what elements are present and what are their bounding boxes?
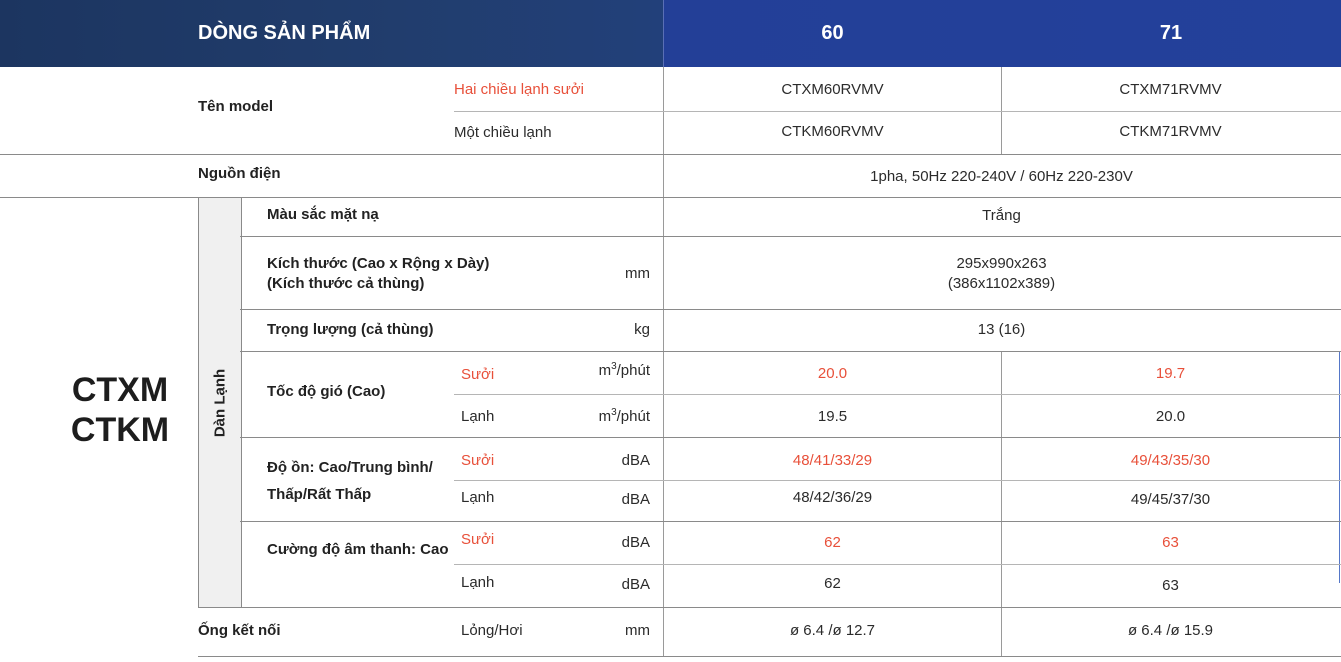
noise-heat-71: 49/43/35/30 <box>1130 452 1211 469</box>
panel-color-value: Trắng <box>982 207 1021 224</box>
series-line-2: CTKM <box>70 411 170 449</box>
product-line-title: DÒNG SẢN PHẨM <box>198 22 371 44</box>
airflow-cool-label: Lạnh <box>461 408 495 425</box>
column-header-60: 60 <box>821 22 844 44</box>
sound-heat-71: 63 <box>1162 534 1179 551</box>
line-after-weight <box>240 351 1341 352</box>
weight-unit: kg <box>634 321 650 338</box>
noise-unit-cool: dBA <box>621 491 650 508</box>
dimensions-label-line1: Kích thước (Cao x Rộng x Dày) <box>267 255 490 272</box>
column-header-71: 71 <box>1159 22 1183 44</box>
panel-color-label: Màu sắc mặt nạ <box>267 206 379 223</box>
indoor-unit-label: Dàn Lạnh <box>211 368 229 437</box>
dimensions-unit: mm <box>625 265 650 282</box>
airflow-heat-71: 19.7 <box>1155 365 1186 382</box>
cool-only-model-60: CTKM60RVMV <box>781 123 884 140</box>
sound-unit-heat: dBA <box>621 534 650 551</box>
dimensions-label-line2: (Kích thước cả thùng) <box>267 275 425 292</box>
power-value: 1pha, 50Hz 220-240V / 60Hz 220-230V <box>870 168 1133 185</box>
line-airflow-mid <box>454 394 1341 395</box>
line-after-dimensions <box>240 309 1341 310</box>
weight-label: Trọng lượng (cả thùng) <box>267 321 434 338</box>
airflow-label: Tốc độ gió (Cao) <box>267 383 386 400</box>
divider-right-edge <box>1339 351 1340 583</box>
line-model-mid <box>454 111 1341 112</box>
line-bottom <box>198 656 1341 657</box>
cool-only-label: Một chiều lạnh <box>454 124 552 141</box>
sound-heat-60: 62 <box>824 534 841 551</box>
airflow-unit-heat: $m^3$/phút <box>598 361 650 379</box>
dimensions-value-line2: (386x1102x389) <box>947 275 1056 292</box>
piping-sub-label: Lỏng/Hơi <box>461 622 523 639</box>
series-line-1: CTXM <box>71 371 169 409</box>
line-noise-mid <box>454 480 1341 481</box>
airflow-cool-60: 19.5 <box>817 408 848 425</box>
series-label <box>60 370 180 450</box>
noise-cool-label: Lạnh <box>461 489 495 506</box>
noise-cool-71: 49/45/37/30 <box>1130 491 1211 508</box>
piping-value-60: ø 6.4 /ø 12.7 <box>789 622 876 639</box>
line-sound-mid <box>454 564 1341 565</box>
indoor-unit-band <box>198 197 242 608</box>
airflow-unit-cool: $m^3$/phút <box>598 407 650 425</box>
noise-cool-60: 48/42/36/29 <box>792 489 873 506</box>
line-after-color <box>240 236 1341 237</box>
sound-cool-label: Lạnh <box>461 574 495 591</box>
dimensions-value <box>664 254 1339 294</box>
line-after-airflow <box>240 437 1341 438</box>
dimensions-value-line1: 295x990x263 <box>956 255 1047 272</box>
heat-pump-label: Hai chiều lạnh sưởi <box>454 81 584 98</box>
line-after-sound <box>198 607 1341 608</box>
line-after-power <box>0 197 1341 198</box>
sound-cool-60: 62 <box>824 575 841 592</box>
line-after-model <box>0 154 1341 155</box>
weight-value: 13 (16) <box>977 321 1026 338</box>
noise-heat-label: Sưởi <box>461 452 495 469</box>
line-after-noise <box>240 521 1341 522</box>
cool-only-model-71: CTKM71RVMV <box>1119 123 1222 140</box>
header-models <box>663 0 1341 67</box>
sound-heat-label: Sưởi <box>461 531 495 548</box>
noise-heat-60: 48/41/33/29 <box>792 452 873 469</box>
airflow-heat-60: 20.0 <box>817 365 848 382</box>
noise-label-line2: Thấp/Rất Thấp <box>267 486 372 503</box>
power-label: Nguồn điện <box>198 165 281 182</box>
model-name-label: Tên model <box>198 98 274 115</box>
sound-unit-cool: dBA <box>621 576 650 593</box>
heat-pump-model-60: CTXM60RVMV <box>781 81 884 98</box>
airflow-cool-71: 20.0 <box>1155 408 1186 425</box>
sound-cool-71: 63 <box>1162 577 1179 594</box>
piping-unit: mm <box>625 622 650 639</box>
dimensions-label <box>267 254 489 294</box>
piping-value-71: ø 6.4 /ø 15.9 <box>1127 622 1214 639</box>
sound-power-label: Cường độ âm thanh: Cao <box>267 541 449 558</box>
divider-main <box>663 67 664 657</box>
noise-unit-heat: dBA <box>621 452 650 469</box>
piping-label: Ống kết nối <box>198 622 281 639</box>
heat-pump-model-71: CTXM71RVMV <box>1119 81 1222 98</box>
header-product-line <box>0 0 663 67</box>
airflow-heat-label: Sưởi <box>461 366 495 383</box>
noise-label-line1: Độ ồn: Cao/Trung bình/ <box>267 459 433 476</box>
noise-label <box>267 454 433 508</box>
